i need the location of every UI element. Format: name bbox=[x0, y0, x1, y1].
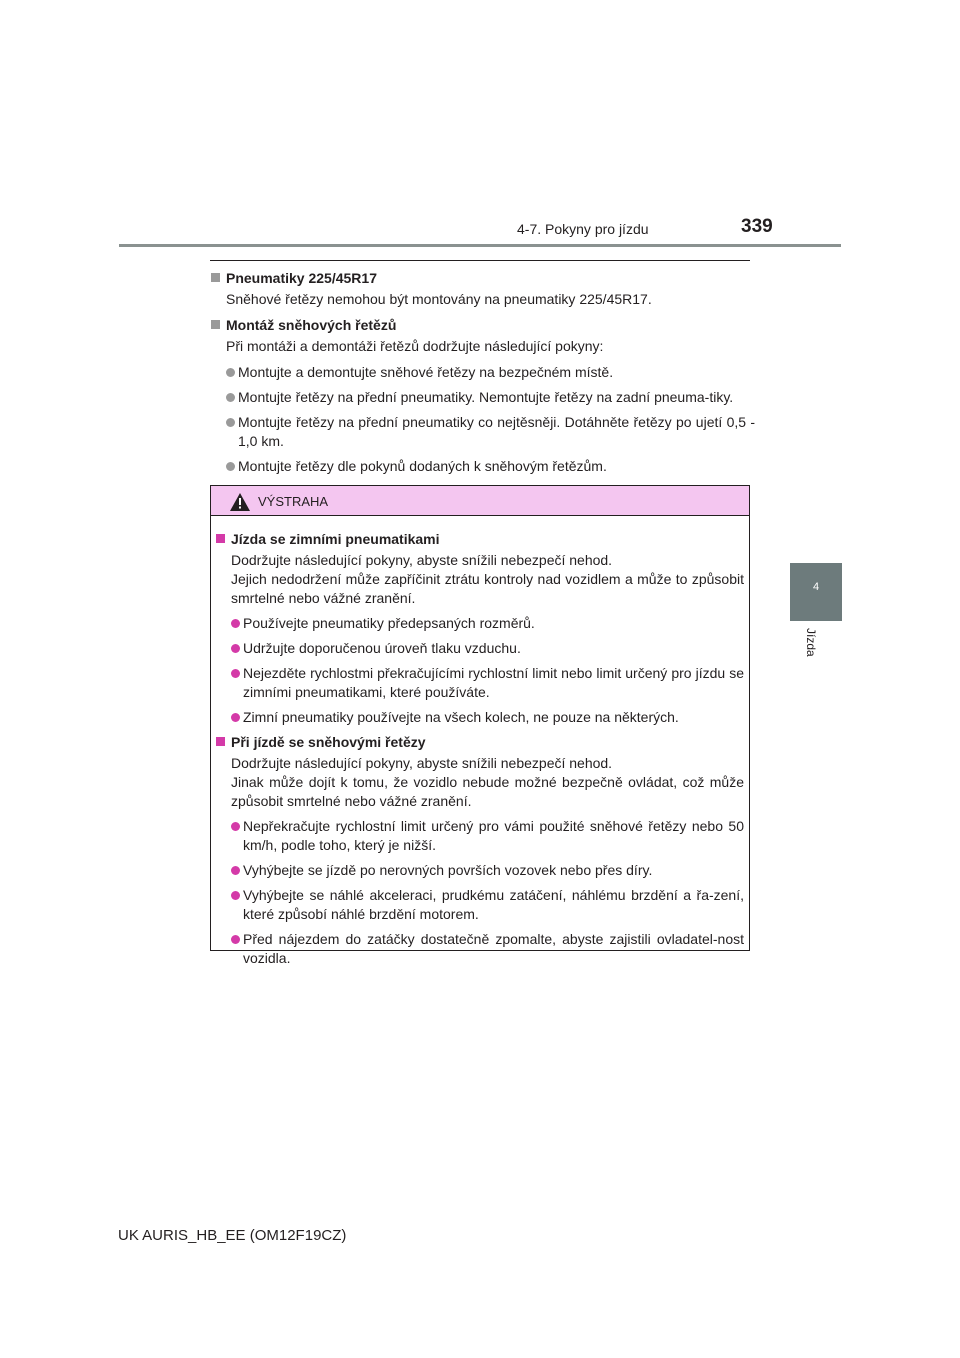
list-item-text: Montujte a demontujte sněhové řetězy na bezpečném místě. bbox=[238, 364, 614, 380]
warning-list-item bbox=[215, 817, 744, 855]
list-item-text: Montujte řetězy na přední pneumatiky. Nemontujte řetězy na zadní pneuma-tiky. bbox=[238, 389, 734, 405]
section-heading-text: Pneumatiky 225/45R17 bbox=[226, 270, 377, 286]
warning-heading bbox=[215, 530, 744, 549]
header-divider bbox=[119, 244, 841, 247]
warning-body bbox=[215, 530, 744, 974]
warning-text-line: Jinak může dojít k tomu, že vozidlo nebude možné bezpečně ovládat, což může způsobit smrtelné nebo vážné zranění. bbox=[231, 774, 744, 809]
warning-list-item-text: Před nájezdem do zatáčky dostatečně zpomalte, abyste zajistili ovladatel-nost vozidla. bbox=[243, 931, 744, 966]
warning-list-item bbox=[215, 639, 744, 658]
list-item bbox=[210, 363, 755, 382]
page-number: 339 bbox=[741, 216, 773, 237]
warning-text bbox=[215, 754, 744, 811]
list-item bbox=[210, 388, 755, 407]
warning-text-line: Dodržujte následující pokyny, abyste snížili nebezpečí nehod. bbox=[231, 552, 613, 568]
square-bullet-icon bbox=[216, 737, 225, 746]
warning-text bbox=[215, 551, 744, 608]
round-bullet-icon bbox=[226, 462, 235, 471]
warning-label: VÝSTRAHA bbox=[258, 494, 329, 509]
section-text: Při montáži a demontáži řetězů dodržujte následující pokyny: bbox=[226, 338, 604, 354]
round-bullet-icon bbox=[231, 644, 240, 653]
round-bullet-icon bbox=[231, 619, 240, 628]
warning-text-line: Jejich nedodržení může zapříčinit ztrátu kontroly nad vozidlem a může to způsobit smrtelné nebo vážné zranění. bbox=[231, 571, 744, 606]
warning-list-item bbox=[215, 614, 744, 633]
section-heading-text: Montáž sněhových řetězů bbox=[226, 317, 397, 333]
section-heading bbox=[210, 316, 755, 335]
content-divider bbox=[210, 260, 750, 261]
warning-triangle-icon bbox=[230, 493, 250, 511]
warning-heading-text: Při jízdě se sněhovými řetězy bbox=[231, 734, 426, 750]
round-bullet-icon bbox=[231, 891, 240, 900]
warning-list-item-text: Zimní pneumatiky používejte na všech kolech, ne pouze na některých. bbox=[243, 709, 679, 725]
square-bullet-icon bbox=[216, 534, 225, 543]
warning-list-item bbox=[215, 664, 744, 702]
round-bullet-icon bbox=[231, 669, 240, 678]
chapter-label: Jízda bbox=[804, 628, 818, 657]
round-bullet-icon bbox=[226, 418, 235, 427]
warning-list-item-text: Udržujte doporučenou úroveň tlaku vzduchu. bbox=[243, 640, 521, 656]
warning-list-item-text: Vyhýbejte se jízdě po nerovných površích vozovek nebo přes díry. bbox=[243, 862, 653, 878]
warning-list-item bbox=[215, 861, 744, 880]
warning-heading-text: Jízda se zimními pneumatikami bbox=[231, 531, 440, 547]
list-item-text: Montujte řetězy dle pokynů dodaných k sněhovým řetězům. bbox=[238, 458, 607, 474]
warning-box bbox=[210, 485, 750, 966]
main-content bbox=[210, 269, 755, 482]
warning-list-item-text: Používejte pneumatiky předepsaných rozměrů. bbox=[243, 615, 535, 631]
list-item-text: Montujte řetězy na přední pneumatiky co nejtěsněji. Dotáhněte řetězy po ujetí 0,5 - 1,0 km. bbox=[238, 414, 755, 449]
chapter-label-container bbox=[804, 628, 818, 698]
warning-list-item bbox=[215, 930, 744, 968]
list-item bbox=[210, 457, 755, 476]
round-bullet-icon bbox=[231, 866, 240, 875]
warning-list-item-text: Nejezděte rychlostmi překračujícími rychlostní limit nebo limit určený pro jízdu se zimními pneumatikami, které používáte. bbox=[243, 665, 744, 700]
round-bullet-icon bbox=[231, 935, 240, 944]
round-bullet-icon bbox=[226, 393, 235, 402]
round-bullet-icon bbox=[231, 822, 240, 831]
warning-header bbox=[211, 486, 749, 516]
warning-list-item bbox=[215, 708, 744, 727]
warning-text-line: Dodržujte následující pokyny, abyste snížili nebezpečí nehod. bbox=[231, 755, 613, 771]
manual-code: UK AURIS_HB_EE (OM12F19CZ) bbox=[118, 1227, 347, 1244]
warning-list-item-text: Nepřekračujte rychlostní limit určený pro vámi použité sněhové řetězy nebo 50 km/h, podle toho, který je nižší. bbox=[243, 818, 744, 853]
square-bullet-icon bbox=[211, 320, 220, 329]
list-item bbox=[210, 413, 755, 451]
round-bullet-icon bbox=[231, 713, 240, 722]
warning-list-item-text: Vyhýbejte se náhlé akceleraci, prudkému zatáčení, náhlému brzdění a řa-zení, které způsobí náhlé brzdění motorem. bbox=[243, 887, 744, 922]
chapter-tab: 4 bbox=[790, 563, 842, 621]
warning-heading bbox=[215, 733, 744, 752]
section-heading bbox=[210, 269, 755, 288]
section-text: Sněhové řetězy nemohou být montovány na pneumatiky 225/45R17. bbox=[226, 291, 652, 307]
section-title: 4-7. Pokyny pro jízdu bbox=[517, 221, 649, 237]
square-bullet-icon bbox=[211, 273, 220, 282]
warning-list-item bbox=[215, 886, 744, 924]
round-bullet-icon bbox=[226, 368, 235, 377]
